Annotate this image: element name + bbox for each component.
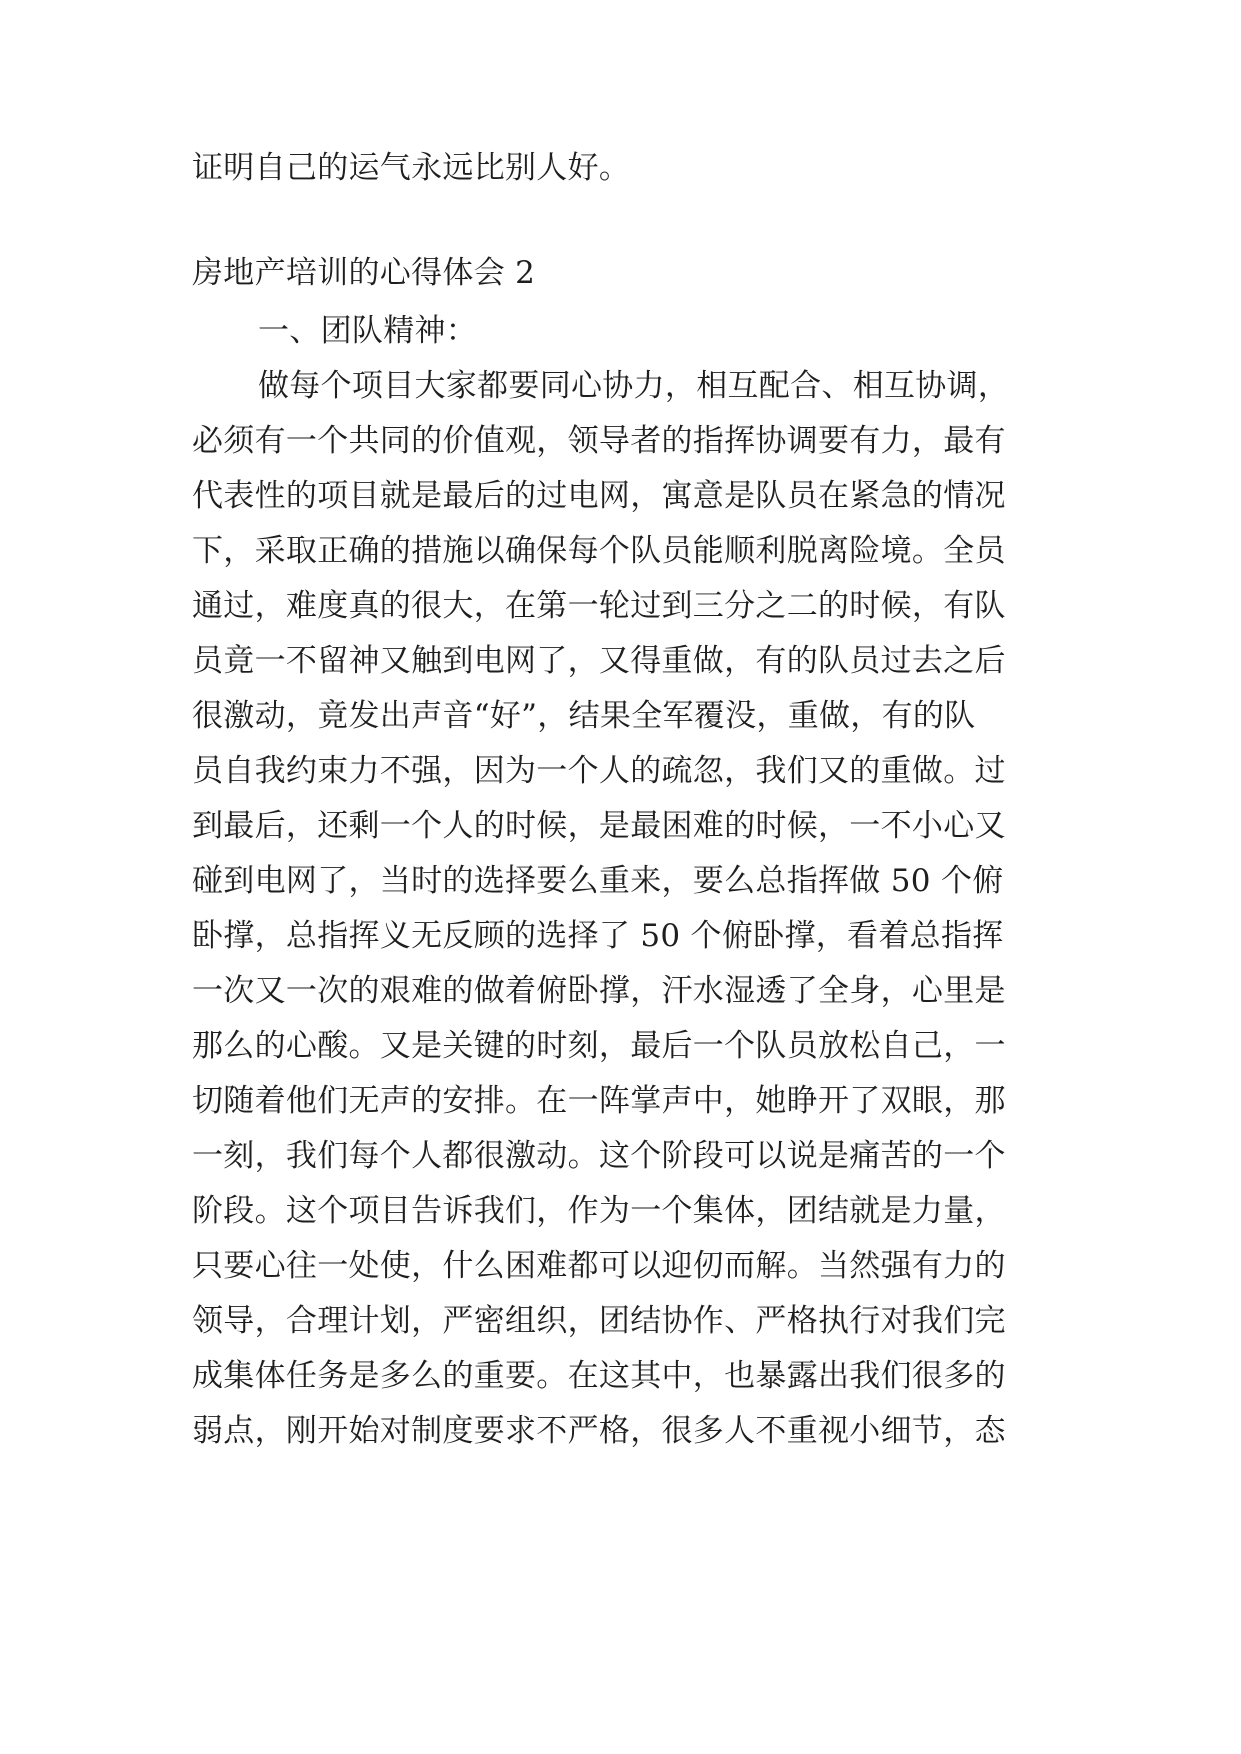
- paragraph-line: 阶段。这个项目告诉我们，作为一个集体，团结就是力量，: [192, 1193, 1006, 1229]
- paragraph-line: 成集体任务是多么的重要。在这其中，也暴露出我们很多的: [192, 1358, 1006, 1394]
- carryover-text-line: 证明自己的运气永远比别人好。: [192, 150, 631, 186]
- paragraph-line: 卧撑，总指挥义无反顾的选择了 50 个俯卧撑，看着总指挥: [192, 918, 1004, 954]
- paragraph-line: 领导，合理计划，严密组织，团结协作、严格执行对我们完: [192, 1303, 1006, 1339]
- paragraph-line: 碰到电网了，当时的选择要么重来，要么总指挥做 50 个俯: [192, 863, 1004, 899]
- paragraph-line: 一次又一次的艰难的做着俯卧撑，汗水湿透了全身，心里是: [192, 973, 1006, 1009]
- paragraph-line: 必须有一个共同的价值观，领导者的指挥协调要有力，最有: [192, 423, 1006, 459]
- paragraph-line: 通过，难度真的很大，在第一轮过到三分之二的时候，有队: [192, 588, 1006, 624]
- paragraph-line: 到最后，还剩一个人的时候，是最困难的时候，一不小心又: [192, 808, 1006, 844]
- subheading-team-spirit: 一、团队精神：: [258, 313, 478, 349]
- paragraph-line: 只要心往一处使，什么困难都可以迎仞而解。当然强有力的: [192, 1248, 1006, 1284]
- section-title: 房地产培训的心得体会 2: [192, 255, 536, 291]
- paragraph-line: 那么的心酸。又是关键的时刻，最后一个队员放松自己，一: [192, 1028, 1006, 1064]
- paragraph-line: 切随着他们无声的安排。在一阵掌声中，她睁开了双眼，那: [192, 1083, 1006, 1119]
- paragraph-line: 很激动，竟发出声音“好”，结果全军覆没，重做，有的队: [192, 698, 976, 734]
- paragraph-line: 员自我约束力不强，因为一个人的疏忽，我们又的重做。过: [192, 753, 1006, 789]
- paragraph-line: 下，采取正确的措施以确保每个队员能顺利脱离险境。全员: [192, 533, 1006, 569]
- paragraph-line: 弱点，刚开始对制度要求不严格，很多人不重视小细节，态: [192, 1413, 1006, 1449]
- paragraph-line: 做每个项目大家都要同心协力，相互配合、相互协调，: [258, 368, 1010, 404]
- paragraph-line: 代表性的项目就是最后的过电网，寓意是队员在紧急的情况: [192, 478, 1006, 514]
- paragraph-line: 一刻，我们每个人都很激动。这个阶段可以说是痛苦的一个: [192, 1138, 1006, 1174]
- paragraph-line: 员竟一不留神又触到电网了，又得重做，有的队员过去之后: [192, 643, 1006, 679]
